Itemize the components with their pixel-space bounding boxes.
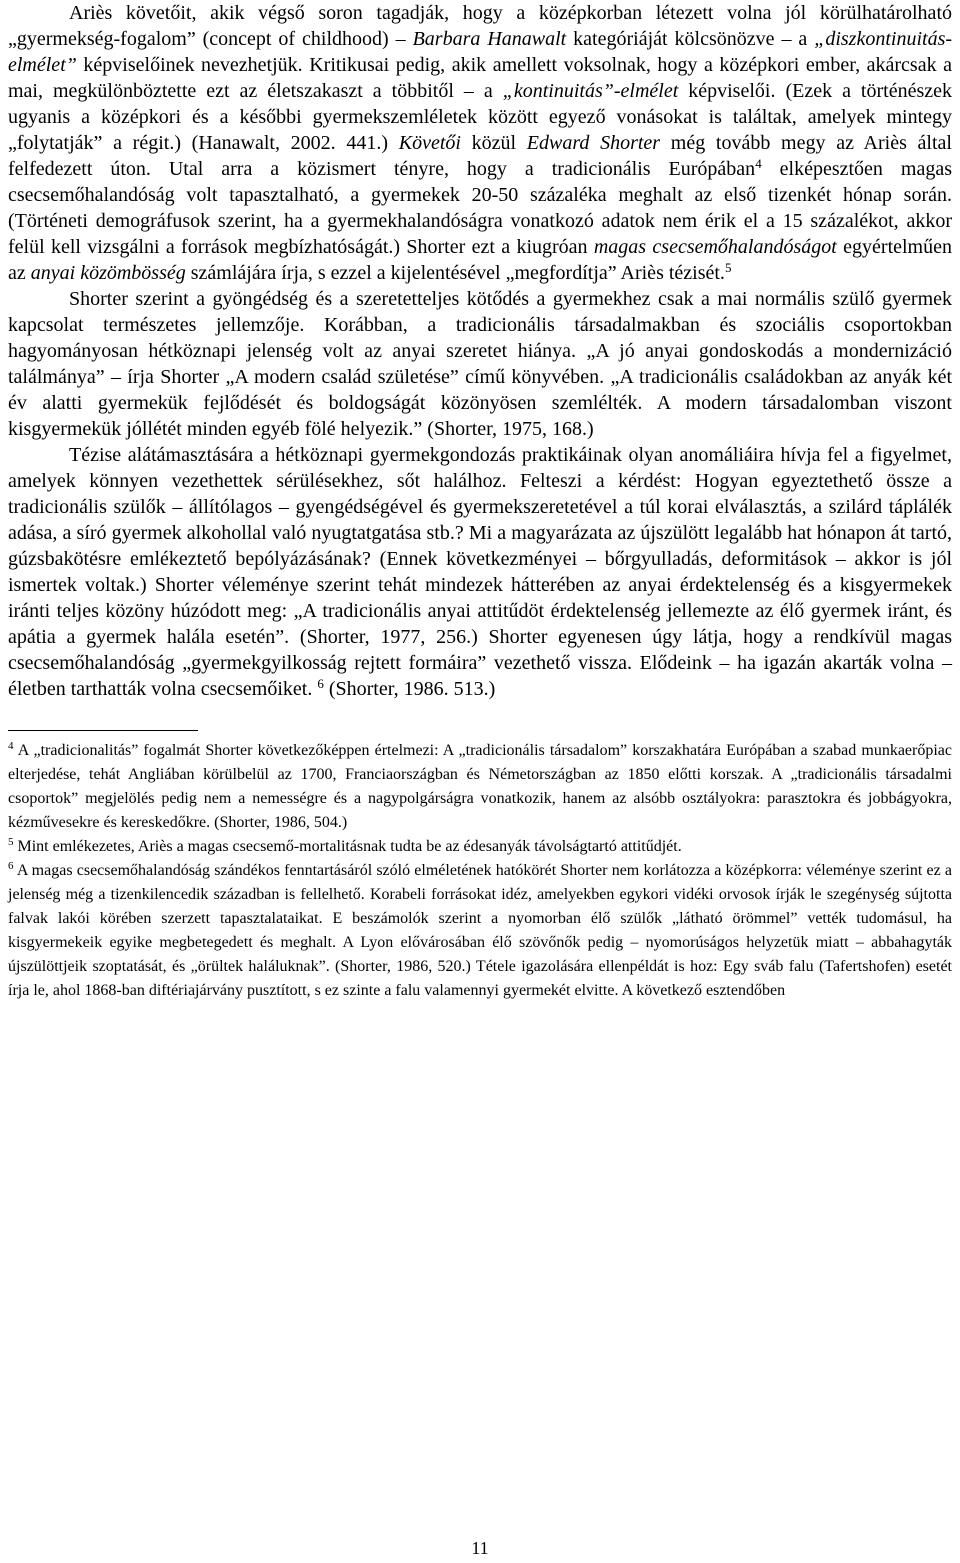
footnote-5: $^5$ Mint emlékezetes, Ariès a magas csecsemő-mortalitásnak tudta be az édesanyák távolságtartó attitűdjét. bbox=[8, 836, 682, 855]
footnote-ref-5[interactable]: 5 bbox=[724, 260, 732, 275]
footnotes bbox=[8, 739, 952, 1003]
main-text bbox=[8, 0, 952, 702]
page-number: 11 bbox=[471, 1538, 489, 1558]
author-name-shorter: Edward Shorter bbox=[526, 132, 661, 154]
paragraph-3: Tézise alátámasztására a hétköznapi gyermekgondozás praktikáinak olyan anomáliáira hívja fel a figyelmet, amelyek könnyen vezethettek sérülésekhez, sőt halálhoz. Felteszi a kérdést: Hogyan egyeztethető össze a tradicionális szülők – állítólagos – gyengédségével és gyermekszeretetével a túl korai elválasztás, a szilárd táplálék adása, a síró gyermek alkohollal való nyugtatgatása stb.? Mi a magyarázata az újszülött legalább hat hónapon át tartó, gúzsbakötésre emlékeztető bepólyázásának? (Ennek következményei – bőrgyulladás, deformitások – akkor is jól ismertek voltak.) Shorter véleménye szerint tehát mindezek hátterében az anyai érdektelenség és a kisgyermekek iránti teljes közöny húzódott meg: „A tradicionális anyai attitűdöt érdektelenség jellemezte az élő gyermek iránt, és apátia a gyermek halála esetén”. (Shorter, 1977, 256.) Shorter egyenesen úgy látja, hogy a rendkívül magas csecsemőhalandóság „gyermekgyilkosság rejtett formáira” vezethető vissza. Elődeink – ha igazán akarták volna – életben tarthatták volna csecsemőiket. $^6$ (Shorter, 1986. 513.) bbox=[8, 444, 952, 700]
term-discontinuity: „diszkontinuitás-elmélet” bbox=[8, 28, 953, 76]
footnote-6: $^6$ A magas csecsemőhalandóság szándékos fenntartásáról szóló elméletének hatókörét Shorter nem korlátozza a középkorra: véleménye szerint ez a jelenség még a tizenkilencedik században is fellelhető. Korabeli forrásokat idéz, amelyekben egykori vidéki orvosok írják le szegénység sújtotta falvak lakói körében szerzett tapasztalataikat. E beszámolók szerint a nyomorban élő szülők „látható örömmel” vették tudomásul, ha kisgyermekeik egyike megbetegedett és meghalt. A Lyon elővárosában élő szövőnők pedig – nyomorúságos helyzetük miatt – abbahagyták újszülöttjeik szoptatását, és „örültek haláluknak”. (Shorter, 1986, 520.) Tétele igazolására ellenpéldát is hoz: Egy sváb falu (Tafertshofen) esetét írja le, ahol 1868-ban diftériajárvány pusztított, s ez szinte a falu valamennyi gyermekét elvitte. A következő esztendőben bbox=[8, 860, 952, 999]
footnote-ref-6[interactable]: 6 bbox=[317, 676, 324, 691]
author-name-hanawalt: Barbara Hanawalt bbox=[412, 28, 567, 50]
paragraph-2: Shorter szerint a gyöngédség és a szeretetteljes kötődés a gyermekhez csak a mai normális szülő gyermek kapcsolat természetes jellemzője. Korábban, a tradicionális társadalmakban és szociális csoportokban hagyományosan hétköznapi jelenség volt az anyai szeretet hiánya. „A jó anyai gondoskodás a mondernizáció találmánya” – írja Shorter „A modern család születése” című könyvében. „A tradicionális családokban az anyák két év alatti gyermekük fejlődését és boldogságát közönyösen szemlélték. A modern társadalomban viszont kisgyermekük jóllétét minden egyéb fölé helyezik.” (Shorter, 1975, 168.) bbox=[8, 288, 952, 440]
paragraph-1: Ariès követőit, akik végső soron tagadják, hogy a középkorban létezett volna jól körülhatárolható „gyermekség-fogalom” (concept of childhood) – Barbara Hanawalt kategóriáját kölcsönözve – a „diszkontinuitás-elmélet” képviselőinek nevezhetjük. Kritikusai pedig, akik amellett voksolnak, hogy a középkori ember, akárcsak a mai, megkülönböztette ezt az életszakaszt a többitől – a „kontinuitás”-elmélet képviselői. (Ezek a történészek ugyanis a középkori és a későbbi gyermekszemléletek között egyező vonásokat is találtak, amelyek mintegy „folytatják” a régit.) (Hanawalt, 2002. 441.) Követői közül Edward Shorter még tovább megy az Ariès által felfedezett úton. Utal arra a közismert tényre, hogy a tradicionális Európában$^4$ elképesztően magas csecsemőhalandóság volt tapasztalható, a gyermekek 20-50 százaléka meghalt az első tizenkét hónap során. (Történeti demográfusok szerint, ha a gyermekhalandóságra vonatkozó adatok nem érik el a 15 százalékot, akkor felül kell vizsgálni a források megbízhatóságát.) Shorter ezt a kiugróan magas csecsemőhalandóságot egyértelműen az anyai közömbösség számlájára írja, s ezzel a kijelentésével „megfordítja” Ariès tézisét.$^5$ bbox=[8, 2, 953, 284]
footnote-ref-4[interactable]: 4 bbox=[755, 156, 762, 171]
document-page bbox=[8, 0, 952, 1003]
footnote-separator bbox=[8, 730, 198, 731]
term-continuity: „kontinuitás”-elmélet bbox=[502, 80, 679, 102]
footnote-4: $^4$ A „tradicionalitás” fogalmát Shorter következőképpen értelmezi: A „tradicionális társadalom” korszakhatára Európában a szabad munkaerőpiac elterjedése, tehát Angliában körülbelül az 1700, Franciaországban és Németországban az 1850 előtti korszak. A „tradicionális társadalmi csoportok” megjelölés pedig nem a nemességre és a nagypolgárságra vonatkozik, hanem az alsóbb osztályokra: parasztokra és jobbágyokra, kézművesekre és kereskedőkre. (Shorter, 1986, 504.) bbox=[8, 740, 952, 831]
